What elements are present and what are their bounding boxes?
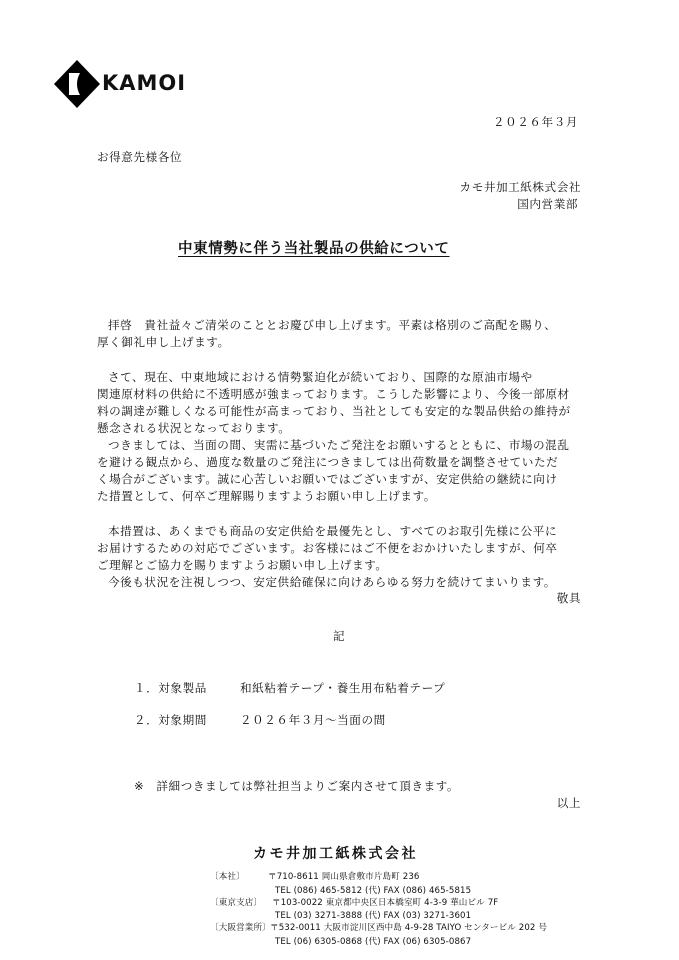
item-value: 和紙粘着テープ・養生用布粘着テープ bbox=[240, 681, 446, 695]
text-line: お届けするための対応でございます。お客様にはご不便をおかけいたしますが、何卒 bbox=[97, 541, 558, 555]
item-value: ２０２６年３月～当面の間 bbox=[240, 713, 386, 727]
logo-text: KAMOI bbox=[102, 71, 187, 95]
note: ※ 詳細つきましては弊社担当よりご案内させて頂きます。 bbox=[134, 779, 460, 793]
office-contact: TEL (06) 6305-0868 (代) FAX (06) 6305-0867 bbox=[275, 937, 472, 947]
text-line: ご理解とご協力を賜りますようお願い申し上げます。 bbox=[97, 558, 388, 572]
office-address: 〒103-0022 東京都中央区日本橋室町 4-3-9 華山ビル 7F bbox=[272, 898, 499, 908]
text-line: を避ける観点から、過度な数量のご発注につきましては出荷数量を調整させていただ bbox=[97, 455, 559, 469]
item-label: １．対象製品 bbox=[134, 681, 207, 695]
text-line: 関連原材料の供給に不透明感が強まっております。こうした影響により、今後一部原材 bbox=[97, 387, 570, 401]
footer-company: カモ井加工紙株式会社 bbox=[253, 846, 418, 862]
text-line: 拝啓 貴社益々ご清栄のこととお慶び申し上げます。平素は格別のご高配を賜り、 bbox=[108, 318, 557, 332]
document-title: 中東情勢に伴う当社製品の供給について bbox=[178, 241, 450, 257]
office-contact: TEL (086) 465-5812 (代) FAX (086) 465-5815 bbox=[275, 886, 472, 896]
text-line: 本措置は、あくまでも商品の安定供給を最優先とし、すべてのお取引先様に公平に bbox=[108, 524, 558, 538]
text-line: つきましては、当面の間、実需に基づいたご発注をお願いするとともに、市場の混乱 bbox=[108, 438, 570, 452]
office-name: 〔大阪営業所〕 bbox=[210, 923, 271, 933]
end-ijou: 以上 bbox=[556, 796, 581, 810]
text-line: さて、現在、中東地域における情勢緊迫化が続いており、国際的な原油市場や bbox=[108, 370, 533, 384]
office-name: 〔東京支店〕 bbox=[210, 898, 263, 908]
text-line: く場合がございます。誠に心苦しいお願いではございますが、安定供給の継続に向け bbox=[97, 472, 558, 486]
closing-keigu: 敬具 bbox=[556, 591, 581, 605]
sender-department: 国内営業部 bbox=[517, 197, 578, 211]
sender-company: カモ井加工紙株式会社 bbox=[459, 180, 581, 194]
text-line: 懸念される状況となっております。 bbox=[97, 421, 291, 435]
office-name: 〔本社〕 bbox=[210, 872, 245, 882]
item-label: ２．対象期間 bbox=[134, 713, 207, 727]
ki-heading: 記 bbox=[333, 629, 346, 643]
office-address: 〒710-8611 岡山県倉敷市片島町 236 bbox=[268, 872, 420, 882]
office-address: 〒532-0011 大阪市淀川区西中島 4-9-28 TAIYO センタービル 202 号 bbox=[270, 923, 548, 933]
company-logo bbox=[54, 60, 194, 108]
text-line: た措置として、何卒ご理解賜りますようお願い申し上げます。 bbox=[97, 489, 436, 503]
recipient: お得意先様各位 bbox=[97, 150, 183, 164]
kamoi-diamond-icon bbox=[54, 60, 100, 108]
letter-date: ２０２６年３月 bbox=[492, 115, 578, 129]
text-line: 今後も状況を注視しつつ、安定供給確保に向けあらゆる努力を続けてまいります。 bbox=[108, 575, 556, 589]
text-line: 厚く御礼申し上げます。 bbox=[97, 335, 230, 349]
text-line: 料の調達が難しくなる可能性が高まっており、当社としても安定的な製品供給の維持が bbox=[97, 404, 571, 418]
office-contact: TEL (03) 3271-3888 (代) FAX (03) 3271-3601 bbox=[275, 911, 472, 921]
